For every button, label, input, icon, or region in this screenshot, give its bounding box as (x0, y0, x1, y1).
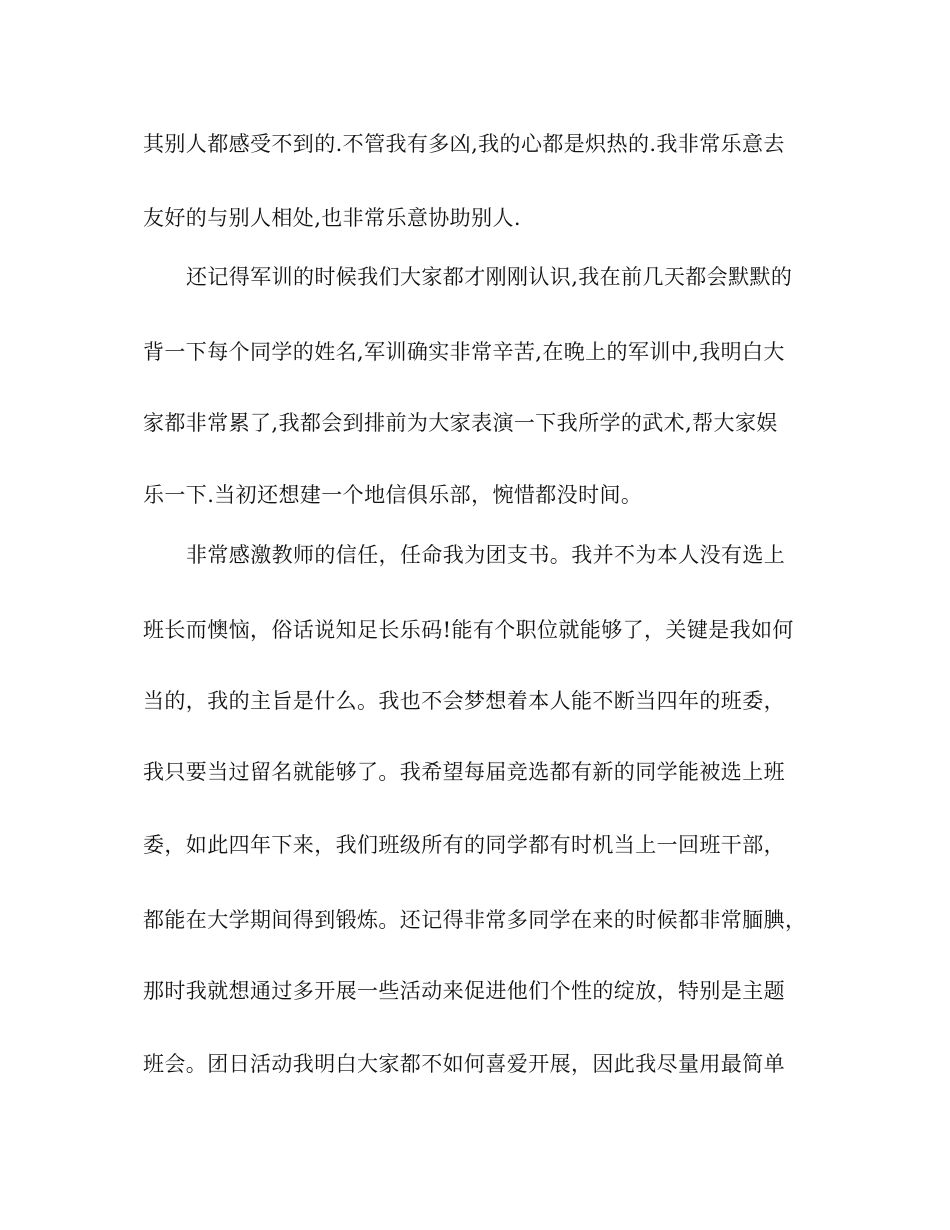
text-line: 都能在大学期间得到锻炼。还记得非常多同学在来的时候都非常腼腆， (143, 908, 807, 932)
text-line: 其别人都感受不到的.不管我有多凶,我的心都是炽热的.我非常乐意去 (143, 132, 785, 156)
text-line: 委，如此四年下来，我们班级所有的同学都有时机当上一回班干部， (143, 833, 785, 857)
text-line: 乐一下.当初还想建一个地信俱乐部，惋惜都没时间。 (143, 483, 643, 507)
text-line: 班会。团日活动我明白大家都不如何喜爱开展，因此我尽量用最简单 (143, 1052, 785, 1076)
text-line: 当的，我的主旨是什么。我也不会梦想着本人能不断当四年的班委， (143, 689, 785, 713)
paragraph-start-line: 还记得军训的时候我们大家都才刚刚认识,我在前几天都会默默的 (186, 265, 793, 289)
paragraph-start-line: 非常感激教师的信任，任命我为团支书。我并不为本人没有选上 (186, 543, 786, 567)
text-line: 那时我就想通过多开展一些活动来促进他们个性的绽放，特别是主题 (143, 979, 785, 1003)
text-line: 家都非常累了,我都会到排前为大家表演一下我所学的武术,帮大家娱 (143, 411, 778, 435)
text-line: 友好的与别人相处,也非常乐意协助别人. (143, 206, 521, 230)
text-line: 我只要当过留名就能够了。我希望每届竞选都有新的同学能被选上班 (143, 760, 785, 784)
text-line: 背一下每个同学的姓名,军训确实非常辛苦,在晚上的军训中,我明白大 (143, 340, 785, 364)
text-line: 班长而懊恼，俗话说知足长乐码!能有个职位就能够了，关键是我如何 (143, 618, 794, 642)
